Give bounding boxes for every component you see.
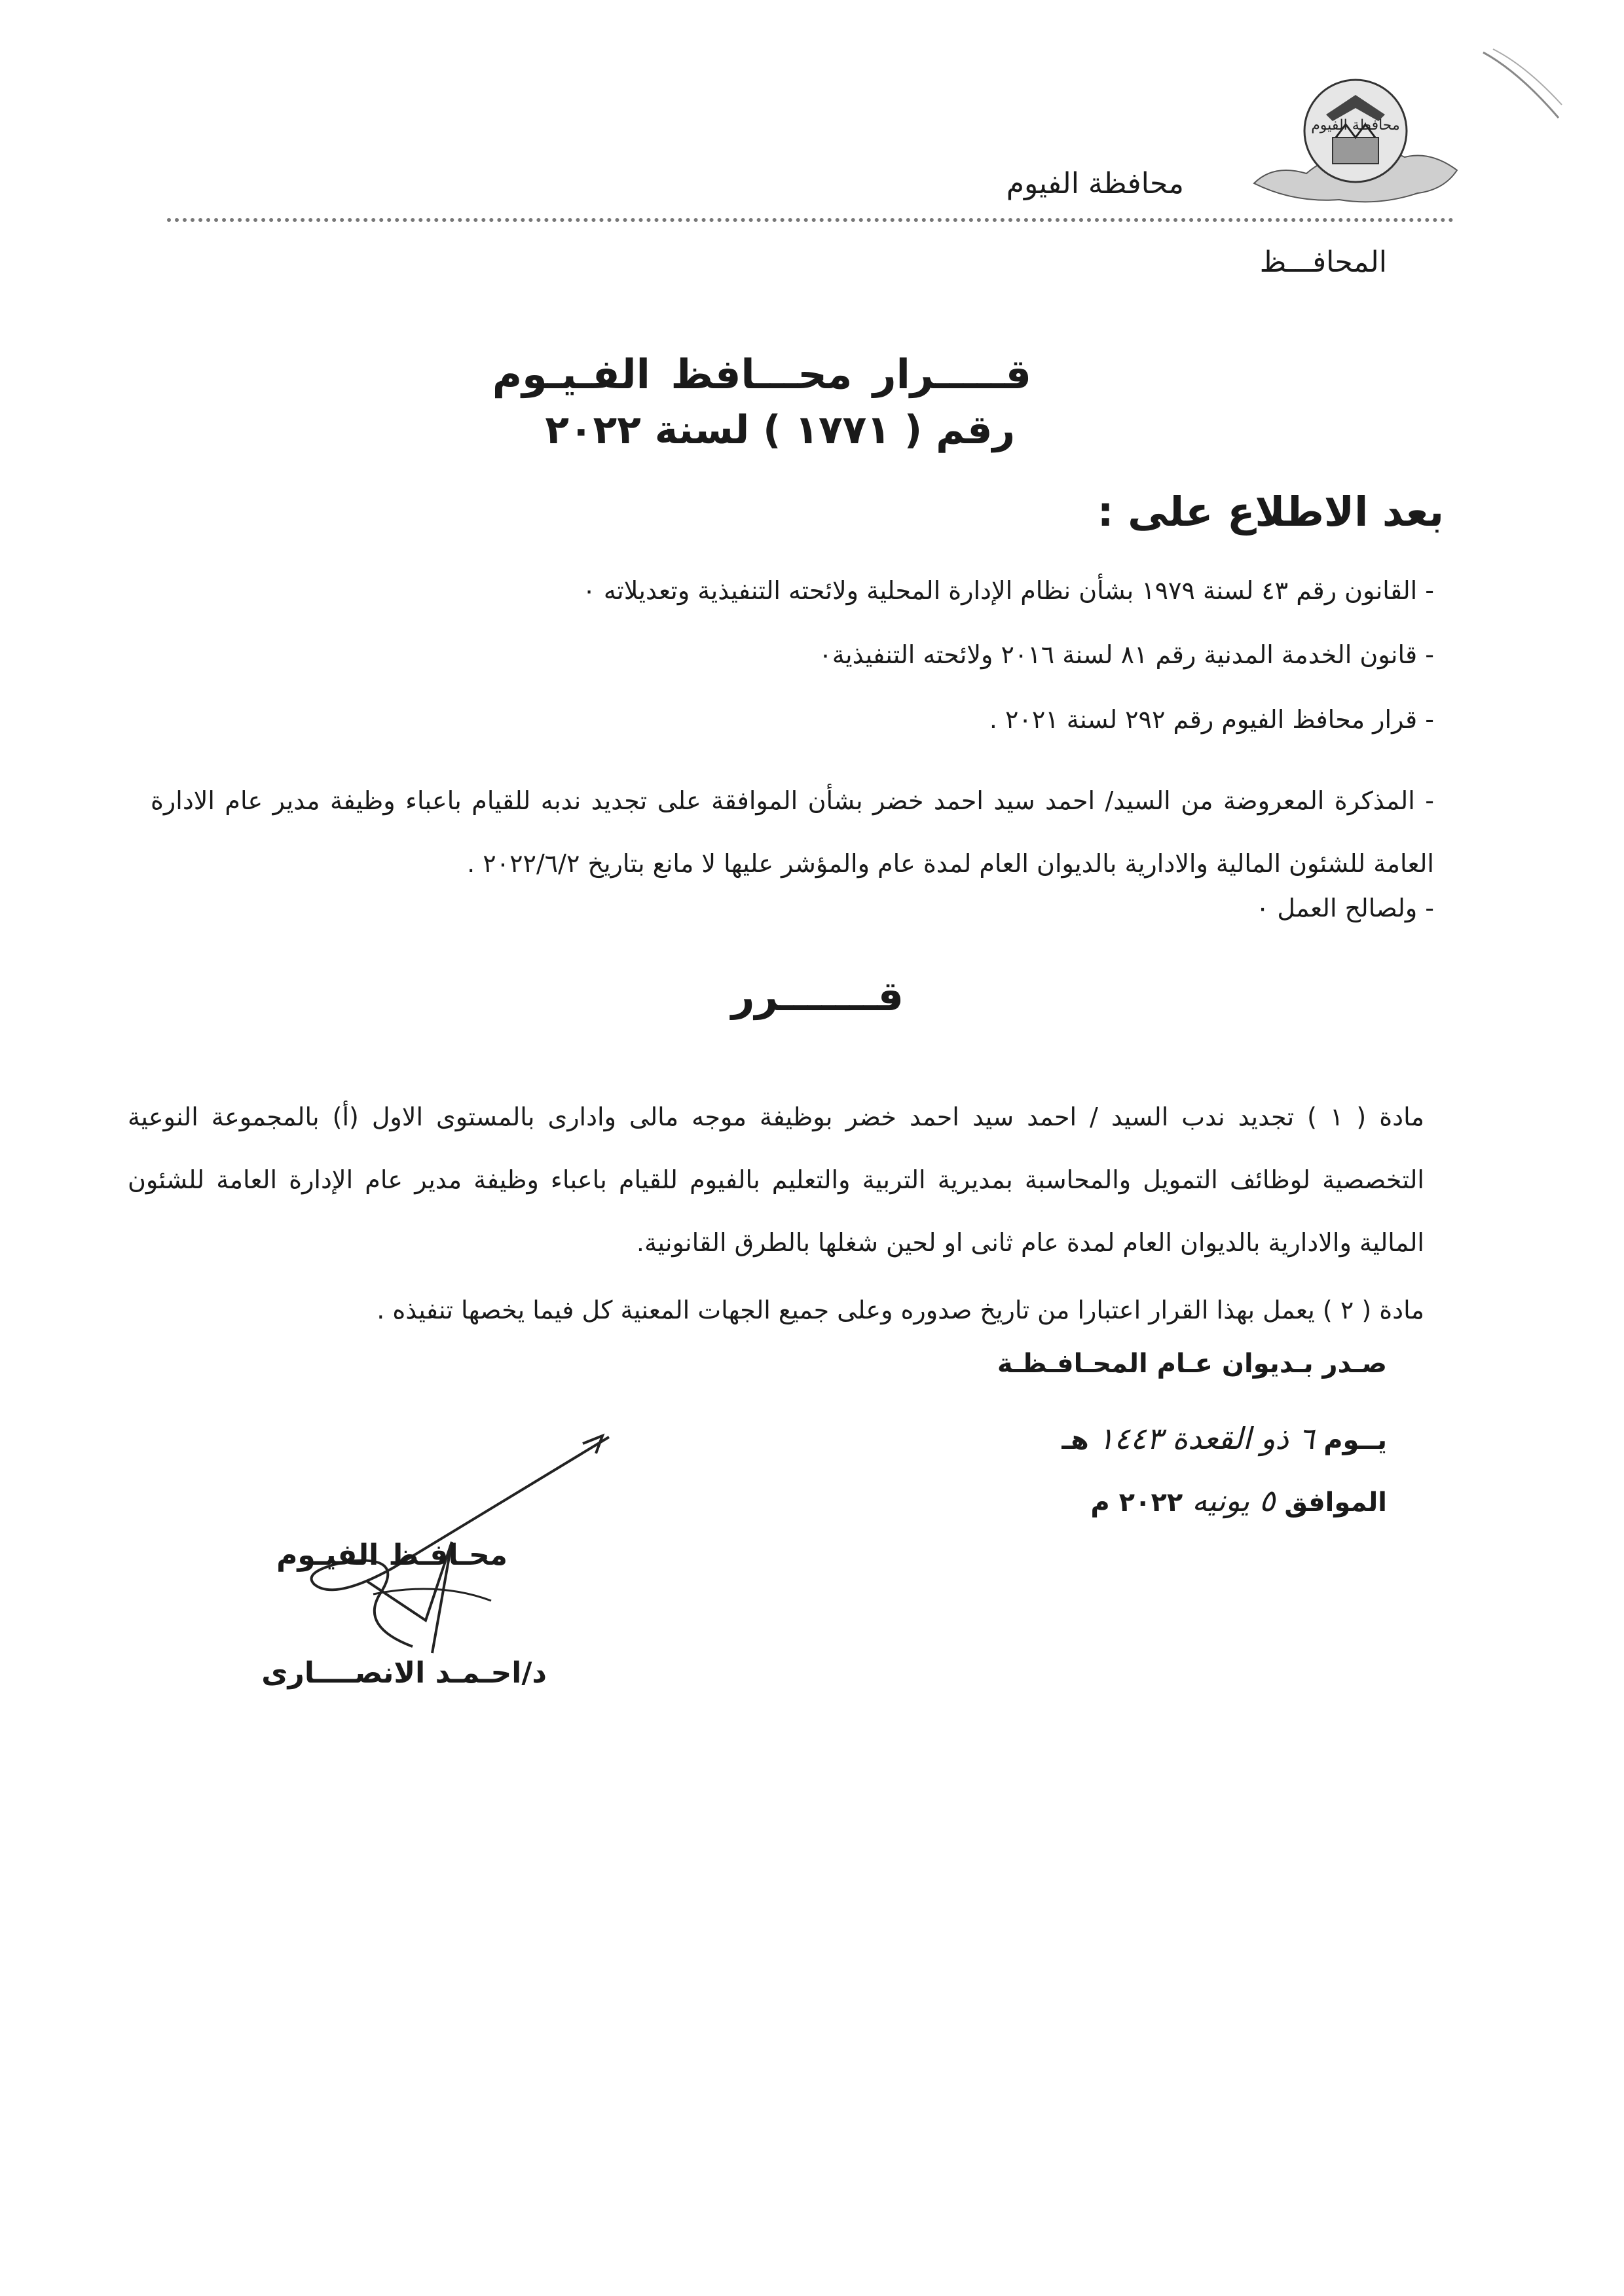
issued-at: صـدر بـديوان عـام المحـافـظـة bbox=[997, 1349, 1387, 1379]
signatory-title: محـافـظ الفيـوم bbox=[276, 1539, 507, 1572]
decree-number: رقم ( ١٧٧١ ) لسنة ٢٠٢٢ bbox=[545, 407, 1015, 453]
hijri-date-handwritten: ٦ ذو القعدة ١٤٤٣ bbox=[1098, 1421, 1315, 1456]
emblem-text: محافظة الفيوم bbox=[1311, 117, 1400, 134]
after-review-heading: بعد الاطلاع على : bbox=[1097, 488, 1444, 536]
corresponding-label: الموافق bbox=[1284, 1487, 1387, 1518]
gregorian-date-line bbox=[1090, 1483, 1387, 1518]
hijri-suffix: هـ bbox=[1061, 1425, 1089, 1455]
decided-heading: قـــــــرر bbox=[731, 972, 904, 1020]
gregorian-date-handwritten: ٥ يونيه bbox=[1192, 1483, 1276, 1518]
governorate-name: محافظة الفيوم bbox=[1006, 167, 1184, 200]
premise-item: - قرار محافظ الفيوم رقم ٢٩٢ لسنة ٢٠٢١ . bbox=[989, 705, 1434, 734]
article-2: مادة ( ٢ ) يعمل بهذا القرار اعتبارا من تاريخ صدوره وعلى جميع الجهات المعنية كل فيما يخصها تنفيذه . bbox=[377, 1296, 1424, 1324]
governorate-emblem-icon bbox=[1247, 59, 1464, 210]
signatory-name: د/احـمـد الانصــــارى bbox=[261, 1656, 547, 1690]
premise-item: - ولصالح العمل ٠ bbox=[1255, 894, 1434, 922]
day-label: يــوم bbox=[1323, 1425, 1387, 1455]
premise-item: - المذكرة المعروضة من السيد/ احمد سيد احمد خضر بشأن الموافقة على تجديد ندبه للقيام باعباء وظيفة مدير عام الادارة العامة للشئون المالية والادارية بالديوان العام لمدة عام والمؤشر عليها لا مانع بتاريخ ٢٠٢٢/٦/٢ . bbox=[151, 786, 1434, 878]
decree-title: قـــــرار محـــافظ الفـيـوم bbox=[492, 350, 1031, 398]
article-1: مادة ( ١ ) تجديد ندب السيد / احمد سيد احمد خضر بوظيفة موجه مالى وادارى بالمستوى الاول (أ) بالمجموعة النوعية التخصصية لوظائف التمويل والمحاسبة بمديرية التربية والتعليم بالفيوم للقيام باعباء وظيفة مدير عام الإدارة العامة للشئون المالية والادارية بالديوان العام لمدة عام ثانى او لحين شغلها بالطرق القانونية. bbox=[128, 1102, 1425, 1257]
office-label: المحافـــظ bbox=[1259, 246, 1387, 279]
header-divider bbox=[167, 218, 1454, 222]
premise-item: - القانون رقم ٤٣ لسنة ١٩٧٩ بشأن نظام الإدارة المحلية ولائحته التنفيذية وتعديلاته ٠ bbox=[582, 576, 1434, 605]
premise-item: - قانون الخدمة المدنية رقم ٨١ لسنة ٢٠١٦ ولائحته التنفيذية٠ bbox=[819, 640, 1434, 669]
corner-scan-mark bbox=[1480, 46, 1565, 124]
hijri-date-line bbox=[1061, 1421, 1387, 1456]
gregorian-year: ٢٠٢٢ م bbox=[1090, 1487, 1183, 1518]
